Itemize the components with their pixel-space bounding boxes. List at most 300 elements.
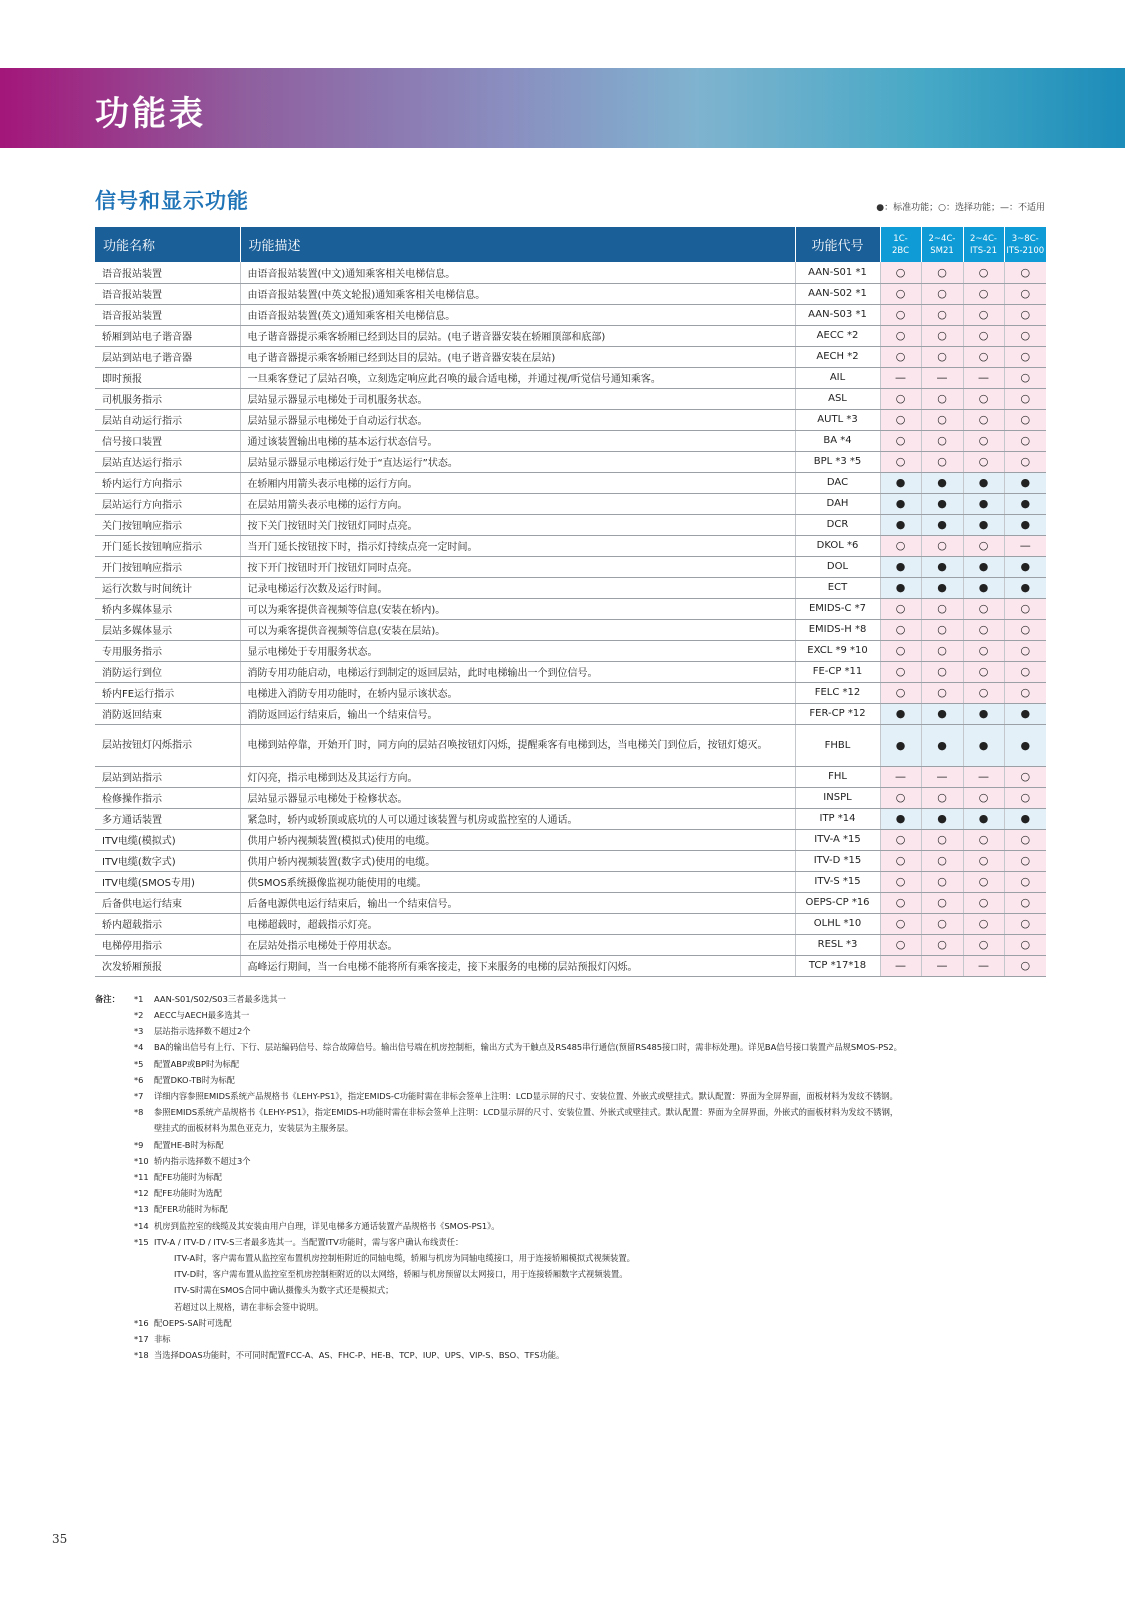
- cell-function-name: 轿内多媒体显示: [95, 598, 240, 619]
- notes-label: 备注：: [95, 994, 120, 1004]
- table-row: [95, 598, 1046, 619]
- cell-availability-mark: —: [880, 955, 921, 976]
- note-key: *18: [134, 1350, 149, 1360]
- cell-availability-mark: ●: [963, 577, 1004, 598]
- cell-function-name: 轿内超载指示: [95, 913, 240, 934]
- cell-availability-mark: ○: [921, 325, 963, 346]
- header-model-sm21: 2~4C- SM21: [921, 227, 963, 262]
- cell-function-desc: 供用户轿内视频装置(数字式)使用的电缆。: [240, 850, 795, 871]
- note-text: 若超过以上规格，请在非标会签中说明。: [174, 1302, 324, 1312]
- cell-availability-mark: ○: [921, 787, 963, 808]
- cell-availability-mark: ○: [963, 934, 1004, 955]
- cell-availability-mark: ○: [880, 640, 921, 661]
- page-title: 功能表: [95, 94, 206, 134]
- cell-function-name: 即时预报: [95, 367, 240, 388]
- cell-function-desc: 由语音报站装置(英文)通知乘客相关电梯信息。: [240, 304, 795, 325]
- table-row: [95, 871, 1046, 892]
- note-item: [134, 1090, 898, 1102]
- note-text: BA的输出信号有上行、下行、层站编码信号、综合故障信号。输出信号端在机房控制柜，输出方式为干触点及RS485串行通信(预留RS485接口时，需非标处理)。详见BA信号接口装置产品规SMOS-PS2。: [154, 1042, 902, 1052]
- header-name: 功能名称: [95, 227, 240, 262]
- cell-function-name: 层站直达运行指示: [95, 451, 240, 472]
- cell-function-desc: 按下关门按钮时关门按钮灯同时点亮。: [240, 514, 795, 535]
- cell-availability-mark: ○: [880, 934, 921, 955]
- cell-function-code: ECT: [795, 577, 880, 598]
- table-row: [95, 640, 1046, 661]
- cell-function-name: 轿内FE运行指示: [95, 682, 240, 703]
- cell-function-desc: 电梯进入消防专用功能时，在轿内显示该状态。: [240, 682, 795, 703]
- cell-availability-mark: ○: [921, 682, 963, 703]
- note-key: *6: [134, 1075, 144, 1085]
- cell-availability-mark: —: [921, 766, 963, 787]
- cell-availability-mark: ○: [880, 661, 921, 682]
- cell-availability-mark: ●: [1004, 808, 1046, 829]
- cell-availability-mark: ○: [921, 913, 963, 934]
- cell-function-code: RESL *3: [795, 934, 880, 955]
- note-item: [134, 1203, 228, 1215]
- note-text: AAN-S01/S02/S03三者最多选其一: [154, 994, 286, 1004]
- table-row: [95, 703, 1046, 724]
- note-text: ITV-D时，客户需布置从监控室至机房控制柜附近的以太网络，轿厢与机房预留以太网接口，用于连接轿厢数字式视频装置。: [174, 1269, 628, 1279]
- cell-availability-mark: ○: [963, 619, 1004, 640]
- cell-availability-mark: ○: [963, 871, 1004, 892]
- cell-availability-mark: ○: [963, 262, 1004, 283]
- cell-function-code: DAH: [795, 493, 880, 514]
- table-row: [95, 955, 1046, 976]
- cell-availability-mark: ○: [921, 850, 963, 871]
- page-number: 35: [52, 1532, 68, 1546]
- cell-availability-mark: ●: [921, 556, 963, 577]
- table-row: [95, 451, 1046, 472]
- cell-function-desc: 在层站用箭头表示电梯的运行方向。: [240, 493, 795, 514]
- cell-function-name: 专用服务指示: [95, 640, 240, 661]
- note-text: 配OEPS-SA时可选配: [154, 1318, 232, 1328]
- cell-function-name: 检修操作指示: [95, 787, 240, 808]
- note-item: [134, 1236, 463, 1248]
- note-key: *4: [134, 1042, 144, 1052]
- cell-availability-mark: ○: [880, 451, 921, 472]
- cell-function-code: OEPS-CP *16: [795, 892, 880, 913]
- cell-function-desc: 电梯超载时，超载指示灯亮。: [240, 913, 795, 934]
- cell-availability-mark: ○: [1004, 304, 1046, 325]
- cell-function-name: 轿内运行方向指示: [95, 472, 240, 493]
- cell-availability-mark: ○: [921, 829, 963, 850]
- cell-availability-mark: ●: [1004, 556, 1046, 577]
- cell-function-name: ITV电缆(模拟式): [95, 829, 240, 850]
- cell-availability-mark: ○: [880, 682, 921, 703]
- cell-function-name: 开门延长按钮响应指示: [95, 535, 240, 556]
- cell-availability-mark: ○: [921, 409, 963, 430]
- cell-function-desc: 消防专用功能启动，电梯运行到制定的返回层站，此时电梯输出一个到位信号。: [240, 661, 795, 682]
- note-key: *8: [134, 1107, 144, 1117]
- cell-function-desc: 按下开门按钮时开门按钮灯同时点亮。: [240, 556, 795, 577]
- cell-availability-mark: ●: [1004, 577, 1046, 598]
- table-row: [95, 556, 1046, 577]
- table-row: [95, 766, 1046, 787]
- cell-function-name: 信号接口装置: [95, 430, 240, 451]
- note-key: *5: [134, 1059, 144, 1069]
- cell-function-code: AECH *2: [795, 346, 880, 367]
- cell-availability-mark: ○: [880, 619, 921, 640]
- cell-function-name: 司机服务指示: [95, 388, 240, 409]
- cell-availability-mark: ○: [921, 430, 963, 451]
- cell-function-desc: 后备电源供电运行结束后，输出一个结束信号。: [240, 892, 795, 913]
- header-desc: 功能描述: [240, 227, 795, 262]
- cell-availability-mark: ○: [880, 388, 921, 409]
- table-row: [95, 409, 1046, 430]
- table-body: [95, 262, 1046, 976]
- header-model-its-2100: 3~8C- ITS-2100: [1004, 227, 1046, 262]
- cell-availability-mark: ●: [880, 514, 921, 535]
- cell-availability-mark: ●: [880, 808, 921, 829]
- note-key: *3: [134, 1026, 144, 1036]
- cell-function-desc: 可以为乘客提供音视频等信息(安装在轿内)。: [240, 598, 795, 619]
- note-text: ITV-A时，客户需布置从监控室布置机房控制柜附近的同轴电缆，轿厢与机房为同轴电缆接口，用于连接轿厢模拟式视频装置。: [174, 1253, 635, 1263]
- note-key: *10: [134, 1156, 149, 1166]
- table-row: [95, 493, 1046, 514]
- cell-function-name: 语音报站装置: [95, 262, 240, 283]
- note-text: 轿内指示选择数不超过3个: [154, 1156, 251, 1166]
- cell-function-code: DCR: [795, 514, 880, 535]
- cell-availability-mark: ○: [921, 934, 963, 955]
- cell-function-desc: 电梯到站停靠，开始开门时，同方向的层站召唤按钮灯闪烁，提醒乘客有电梯到达，当电梯关门到位后，按钮灯熄灭。: [240, 724, 795, 766]
- cell-availability-mark: —: [880, 766, 921, 787]
- cell-availability-mark: ○: [963, 430, 1004, 451]
- function-table: [95, 227, 1046, 977]
- note-key: *17: [134, 1334, 149, 1344]
- cell-function-code: AUTL *3: [795, 409, 880, 430]
- cell-availability-mark: ○: [921, 619, 963, 640]
- table-row: [95, 388, 1046, 409]
- cell-function-code: ITV-S *15: [795, 871, 880, 892]
- section-title: 信号和显示功能: [95, 189, 249, 213]
- cell-availability-mark: ○: [880, 850, 921, 871]
- cell-function-code: FELC *12: [795, 682, 880, 703]
- note-item: [134, 1187, 222, 1199]
- cell-function-desc: 供SMOS系统摄像监视功能使用的电缆。: [240, 871, 795, 892]
- table-row: [95, 262, 1046, 283]
- cell-availability-mark: ●: [921, 724, 963, 766]
- cell-availability-mark: ○: [921, 661, 963, 682]
- cell-function-desc: 电子谐音器提示乘客轿厢已经到达目的层站。(电子谐音器安装在轿厢顶部和底部): [240, 325, 795, 346]
- cell-function-name: 电梯停用指示: [95, 934, 240, 955]
- cell-availability-mark: ○: [921, 283, 963, 304]
- cell-availability-mark: ○: [880, 598, 921, 619]
- note-text: 当选择DOAS功能时，不可同时配置FCC-A、AS、FHC-P、HE-B、TCP、IUP、UPS、VIP-S、BSO、TFS功能。: [154, 1350, 565, 1360]
- cell-availability-mark: ○: [963, 640, 1004, 661]
- cell-availability-mark: ○: [963, 325, 1004, 346]
- cell-function-name: 消防返回结束: [95, 703, 240, 724]
- cell-availability-mark: ○: [921, 892, 963, 913]
- cell-function-name: 语音报站装置: [95, 283, 240, 304]
- cell-function-desc: 层站显示器显示电梯处于检修状态。: [240, 787, 795, 808]
- cell-availability-mark: ○: [880, 283, 921, 304]
- cell-function-code: FHBL: [795, 724, 880, 766]
- note-text: 壁挂式的面板材料为黑色亚克力，安装层为主服务层。: [154, 1123, 354, 1133]
- cell-function-desc: 由语音报站装置(中英文轮报)通知乘客相关电梯信息。: [240, 283, 795, 304]
- cell-function-name: ITV电缆(数字式): [95, 850, 240, 871]
- cell-availability-mark: ○: [1004, 451, 1046, 472]
- table-row: [95, 430, 1046, 451]
- cell-availability-mark: ○: [880, 871, 921, 892]
- cell-function-name: 层站到站电子谐音器: [95, 346, 240, 367]
- cell-function-name: 层站多媒体显示: [95, 619, 240, 640]
- cell-availability-mark: —: [921, 367, 963, 388]
- cell-availability-mark: ○: [963, 409, 1004, 430]
- cell-availability-mark: ○: [963, 346, 1004, 367]
- cell-availability-mark: ●: [1004, 472, 1046, 493]
- note-item: [134, 1058, 239, 1070]
- cell-availability-mark: ●: [880, 703, 921, 724]
- cell-availability-mark: ●: [921, 808, 963, 829]
- cell-availability-mark: ○: [1004, 367, 1046, 388]
- note-text: 配FER功能时为标配: [154, 1204, 228, 1214]
- cell-availability-mark: ●: [963, 493, 1004, 514]
- note-text: 配置ABP或BP时为标配: [154, 1059, 240, 1069]
- cell-function-code: ITV-A *15: [795, 829, 880, 850]
- cell-function-code: ITP *14: [795, 808, 880, 829]
- note-item: [134, 1317, 232, 1329]
- note-text: ITV-S时需在SMOS合同中确认摄像头为数字式还是模拟式；: [174, 1285, 394, 1295]
- cell-availability-mark: ○: [963, 829, 1004, 850]
- cell-function-desc: 在层站处指示电梯处于停用状态。: [240, 934, 795, 955]
- note-key: *14: [134, 1221, 149, 1231]
- table-row: [95, 829, 1046, 850]
- header-model-its-21: 2~4C- ITS-21: [963, 227, 1004, 262]
- cell-availability-mark: ○: [1004, 871, 1046, 892]
- cell-function-name: 层站到站指示: [95, 766, 240, 787]
- header-model-1c-2bc: 1C- 2BC: [880, 227, 921, 262]
- table-row: [95, 850, 1046, 871]
- table-row: [95, 514, 1046, 535]
- cell-availability-mark: ○: [880, 892, 921, 913]
- cell-availability-mark: ○: [1004, 325, 1046, 346]
- note-item: [154, 1268, 628, 1280]
- cell-availability-mark: ●: [921, 472, 963, 493]
- note-item: [134, 1220, 500, 1232]
- note-text: ITV-A / ITV-D / ITV-S三者最多选其一。当配置ITV功能时，需与客户确认布线责任：: [154, 1237, 464, 1247]
- cell-availability-mark: ○: [1004, 934, 1046, 955]
- cell-availability-mark: ○: [1004, 829, 1046, 850]
- cell-availability-mark: ●: [921, 703, 963, 724]
- note-key: *13: [134, 1204, 149, 1214]
- cell-function-desc: 由语音报站装置(中文)通知乘客相关电梯信息。: [240, 262, 795, 283]
- table-row: [95, 724, 1046, 766]
- note-item: [134, 1333, 171, 1345]
- cell-availability-mark: ○: [921, 304, 963, 325]
- cell-function-code: OLHL *10: [795, 913, 880, 934]
- cell-function-name: 层站自动运行指示: [95, 409, 240, 430]
- cell-availability-mark: ○: [1004, 409, 1046, 430]
- cell-availability-mark: ○: [1004, 913, 1046, 934]
- cell-availability-mark: ●: [1004, 703, 1046, 724]
- note-text: 配FE功能时为标配: [154, 1172, 223, 1182]
- table-row: [95, 346, 1046, 367]
- note-item: [134, 1025, 251, 1037]
- cell-availability-mark: ○: [1004, 766, 1046, 787]
- cell-availability-mark: ○: [880, 535, 921, 556]
- cell-availability-mark: ○: [1004, 262, 1046, 283]
- cell-function-desc: 层站显示器显示电梯处于自动运行状态。: [240, 409, 795, 430]
- note-item: [134, 1074, 235, 1086]
- cell-function-code: FHL: [795, 766, 880, 787]
- cell-availability-mark: ●: [963, 556, 1004, 577]
- cell-function-code: EXCL *9 *10: [795, 640, 880, 661]
- cell-availability-mark: ○: [963, 598, 1004, 619]
- cell-availability-mark: ○: [921, 871, 963, 892]
- cell-availability-mark: ○: [1004, 661, 1046, 682]
- note-key: *11: [134, 1172, 149, 1182]
- note-key: *1: [134, 994, 144, 1004]
- note-text: 层站指示选择数不超过2个: [154, 1026, 251, 1036]
- cell-function-desc: 消防返回运行结束后，输出一个结束信号。: [240, 703, 795, 724]
- note-item: [134, 1041, 902, 1053]
- note-item: [134, 1106, 898, 1118]
- cell-availability-mark: ○: [1004, 640, 1046, 661]
- note-item: [134, 1171, 222, 1183]
- cell-function-code: FER-CP *12: [795, 703, 880, 724]
- table-row: [95, 808, 1046, 829]
- cell-function-name: 次发轿厢预报: [95, 955, 240, 976]
- cell-function-name: 运行次数与时间统计: [95, 577, 240, 598]
- cell-availability-mark: ●: [921, 493, 963, 514]
- cell-function-name: 层站按钮灯闪烁指示: [95, 724, 240, 766]
- cell-availability-mark: ●: [880, 472, 921, 493]
- header-code: 功能代号: [795, 227, 880, 262]
- note-text: 配置DKO-TB时为标配: [154, 1075, 235, 1085]
- cell-availability-mark: ○: [963, 913, 1004, 934]
- cell-availability-mark: ○: [1004, 955, 1046, 976]
- cell-availability-mark: ○: [963, 451, 1004, 472]
- cell-function-desc: 在轿厢内用箭头表示电梯的运行方向。: [240, 472, 795, 493]
- cell-availability-mark: ○: [880, 325, 921, 346]
- cell-function-code: FE-CP *11: [795, 661, 880, 682]
- note-key: *9: [134, 1140, 144, 1150]
- cell-availability-mark: ○: [880, 262, 921, 283]
- cell-function-code: AAN-S03 *1: [795, 304, 880, 325]
- cell-availability-mark: —: [880, 367, 921, 388]
- table-row: [95, 934, 1046, 955]
- note-key: *7: [134, 1091, 144, 1101]
- cell-availability-mark: ●: [921, 514, 963, 535]
- cell-availability-mark: ○: [1004, 850, 1046, 871]
- cell-function-name: 消防运行到位: [95, 661, 240, 682]
- table-row: [95, 682, 1046, 703]
- table-row: [95, 913, 1046, 934]
- cell-availability-mark: ○: [1004, 388, 1046, 409]
- cell-function-desc: 显示电梯处于专用服务状态。: [240, 640, 795, 661]
- table-row: [95, 304, 1046, 325]
- cell-availability-mark: ○: [1004, 787, 1046, 808]
- cell-function-code: EMIDS-H *8: [795, 619, 880, 640]
- cell-function-code: AAN-S02 *1: [795, 283, 880, 304]
- cell-availability-mark: ○: [921, 451, 963, 472]
- cell-availability-mark: ○: [1004, 430, 1046, 451]
- cell-availability-mark: ●: [880, 577, 921, 598]
- cell-availability-mark: —: [963, 955, 1004, 976]
- note-item: [134, 1122, 353, 1134]
- title-banner: [0, 68, 1125, 148]
- cell-availability-mark: ○: [880, 346, 921, 367]
- note-text: AECC与AECH最多选其一: [154, 1010, 250, 1020]
- note-item: [134, 1155, 251, 1167]
- cell-availability-mark: ○: [1004, 682, 1046, 703]
- cell-availability-mark: ○: [880, 304, 921, 325]
- note-text: 机房到监控室的线缆及其安装由用户自理，详见电梯多方通话装置产品规格书《SMOS-PS1》。: [154, 1221, 500, 1231]
- note-key: *15: [134, 1237, 149, 1247]
- cell-availability-mark: ○: [963, 661, 1004, 682]
- cell-function-name: 层站运行方向指示: [95, 493, 240, 514]
- cell-availability-mark: ○: [1004, 346, 1046, 367]
- table-row: [95, 472, 1046, 493]
- cell-availability-mark: ○: [963, 850, 1004, 871]
- cell-function-desc: 一旦乘客登记了层站召唤，立刻选定响应此召唤的最合适电梯，并通过视/听觉信号通知乘客。: [240, 367, 795, 388]
- note-text: 配置HE-B时为标配: [154, 1140, 224, 1150]
- cell-function-name: 关门按钮响应指示: [95, 514, 240, 535]
- note-text: 参照EMIDS系统产品规格书《LEHY-PS1》，指定EMIDS-H功能时需在非标会签单上注明：LCD显示屏的尺寸、安装位置、外嵌式或壁挂式。默认配置：界面为全屏界面，外嵌式的面板材料为发纹不锈钢，: [154, 1107, 899, 1117]
- cell-availability-mark: ○: [963, 892, 1004, 913]
- cell-function-name: 轿厢到站电子谐音器: [95, 325, 240, 346]
- cell-function-desc: 通过该装置输出电梯的基本运行状态信号。: [240, 430, 795, 451]
- note-item: [134, 1139, 224, 1151]
- cell-function-desc: 层站显示器显示电梯处于司机服务状态。: [240, 388, 795, 409]
- cell-function-name: 开门按钮响应指示: [95, 556, 240, 577]
- table-row: [95, 892, 1046, 913]
- cell-availability-mark: —: [921, 955, 963, 976]
- cell-availability-mark: ○: [1004, 892, 1046, 913]
- cell-function-name: ITV电缆(SMOS专用): [95, 871, 240, 892]
- cell-function-desc: 高峰运行期间，当一台电梯不能将所有乘客接走，接下来服务的电梯的层站预报灯闪烁。: [240, 955, 795, 976]
- legend: ●：标准功能；○：选择功能；—：不适用: [876, 203, 1045, 213]
- cell-availability-mark: ●: [963, 472, 1004, 493]
- cell-availability-mark: ●: [963, 724, 1004, 766]
- cell-availability-mark: ●: [1004, 514, 1046, 535]
- note-item: [154, 1284, 393, 1296]
- cell-availability-mark: ●: [1004, 493, 1046, 514]
- note-item: [154, 1301, 323, 1313]
- cell-availability-mark: ○: [921, 262, 963, 283]
- cell-function-desc: 层站显示器显示电梯运行处于“直达运行”状态。: [240, 451, 795, 472]
- cell-function-code: BPL *3 *5: [795, 451, 880, 472]
- cell-availability-mark: ○: [963, 535, 1004, 556]
- note-text: 详细内容参照EMIDS系统产品规格书《LEHY-PS1》，指定EMIDS-C功能时需在非标会签单上注明：LCD显示屏的尺寸、安装位置、外嵌式或壁挂式。默认配置：界面为全屏界面，面板材料为发纹不锈钢。: [154, 1091, 898, 1101]
- cell-function-code: DAC: [795, 472, 880, 493]
- cell-availability-mark: ○: [963, 388, 1004, 409]
- cell-availability-mark: —: [1004, 535, 1046, 556]
- cell-availability-mark: ○: [921, 598, 963, 619]
- cell-availability-mark: ○: [880, 787, 921, 808]
- cell-function-code: AAN-S01 *1: [795, 262, 880, 283]
- cell-function-code: EMIDS-C *7: [795, 598, 880, 619]
- cell-function-code: ASL: [795, 388, 880, 409]
- table-row: [95, 283, 1046, 304]
- cell-function-code: INSPL: [795, 787, 880, 808]
- cell-function-code: DOL: [795, 556, 880, 577]
- note-text: 非标: [154, 1334, 171, 1344]
- table-header-row: [95, 227, 1046, 262]
- cell-availability-mark: —: [963, 367, 1004, 388]
- cell-availability-mark: ●: [963, 703, 1004, 724]
- table-row: [95, 619, 1046, 640]
- cell-function-desc: 当开门延长按钮按下时，指示灯持续点亮一定时间。: [240, 535, 795, 556]
- cell-function-desc: 可以为乘客提供音视频等信息(安装在层站)。: [240, 619, 795, 640]
- cell-availability-mark: ○: [963, 787, 1004, 808]
- cell-availability-mark: ○: [921, 346, 963, 367]
- cell-availability-mark: ○: [921, 388, 963, 409]
- cell-availability-mark: ○: [880, 409, 921, 430]
- cell-availability-mark: ○: [1004, 283, 1046, 304]
- note-item: [134, 1349, 564, 1361]
- cell-availability-mark: ○: [963, 304, 1004, 325]
